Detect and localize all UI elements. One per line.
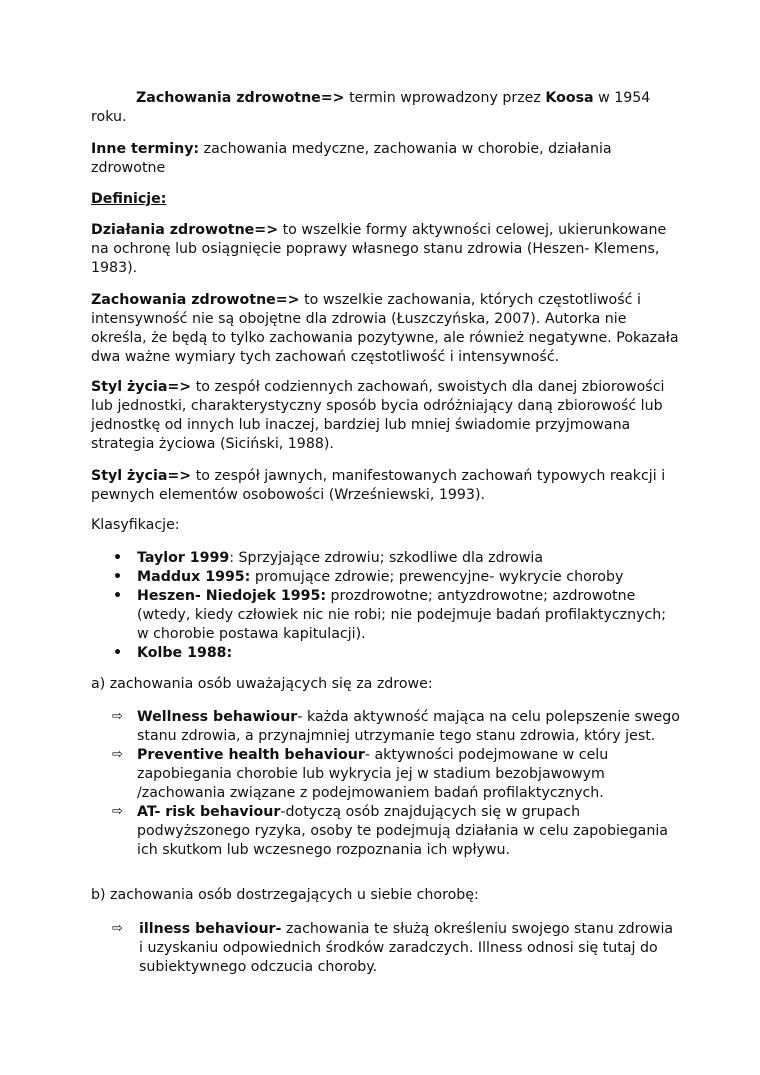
- item-term: illness behaviour-: [139, 921, 282, 937]
- arrow-right-icon: ⇨: [112, 804, 123, 819]
- item-text: -dotyczą osób znajdujących się w grupach podwyższonego ryzyka, osoby te podejmują działania w celu zapobiegania ich skutkom lub wczesnego rozpoznania ich wpływu.: [137, 804, 668, 858]
- definition-paragraph: [91, 467, 681, 505]
- intro-term: Zachowania zdrowotne=>: [136, 90, 345, 106]
- group-b-list: [91, 920, 681, 977]
- definitions-heading-text: Definicje:: [91, 191, 167, 207]
- classification-text: promujące zdrowie; prewencyjne- wykrycie choroby: [250, 569, 624, 585]
- arrow-right-icon: ⇨: [112, 921, 123, 936]
- classification-label: Klasyfikacje:: [91, 517, 180, 533]
- bullet-icon: •: [113, 569, 123, 585]
- definition-term: Styl życia=>: [91, 379, 192, 395]
- list-item: [91, 587, 681, 644]
- classification-term: Taylor 1999: [137, 550, 230, 566]
- bullet-icon: •: [113, 588, 123, 604]
- intro-author: Koosa: [545, 90, 594, 106]
- arrow-right-icon: ⇨: [112, 747, 123, 762]
- definition-term: Zachowania zdrowotne=>: [91, 292, 300, 308]
- item-term: Wellness behawiour: [137, 709, 298, 725]
- definition-text: to zespół codziennych zachowań, swoistych dla danej zbiorowości lub jednostki, charakterystyczny sposób bycia odróżniający daną zbiorowość lub jednostkę od innych lub inaczej, bardziej lub mniej świadomie przyjmowana strategia życiowa (Siciński, 1988).: [91, 379, 665, 452]
- item-text: - każda aktywność mająca na celu polepszenie swego stanu zdrowia, a przynajmniej utrzymanie tego stanu zdrowia, który jest.: [137, 709, 680, 744]
- group-a-heading: a) zachowania osób uważających się za zdrowe:: [91, 676, 433, 692]
- intro-text-end: w 1954 roku.: [91, 90, 651, 125]
- list-item: [91, 920, 681, 977]
- classification-list: [91, 549, 681, 663]
- arrow-right-icon: ⇨: [112, 709, 123, 724]
- definition-text: to wszelkie zachowania, których częstotliwość i intensywność nie są obojętne dla zdrowia (Łuszczyńska, 2007). Autorka nie określa, że będą to tylko zachowania pozytywne, ale również negatywne. Pokazała dwa ważne wymiary tych zachowań częstotliwość i intensywność.: [91, 292, 679, 365]
- definition-paragraph: [91, 378, 681, 454]
- definition-text: to zespół jawnych, manifestowanych zachowań typowych reakcji i pewnych elementów osobowości (Wrześniewski, 1993).: [91, 468, 666, 503]
- item-term: Preventive health behaviour: [137, 747, 365, 763]
- definition-paragraph: [91, 291, 681, 367]
- definition-term: Styl życia=>: [91, 468, 192, 484]
- classification-text: : Sprzyjające zdrowiu; szkodliwe dla zdrowia: [229, 550, 544, 566]
- intro-text: termin wprowadzony przez: [344, 90, 546, 106]
- classification-text: prozdrowotne; antyzdrowotne; azdrowotne (wtedy, kiedy człowiek nic nie robi; nie podejmuje badań profilaktycznych; w chorobie postawa kapitulacji).: [137, 588, 667, 642]
- definition-paragraph: [91, 221, 681, 278]
- classification-term: Kolbe 1988:: [137, 645, 233, 661]
- list-item: [91, 568, 681, 587]
- classification-term: Maddux 1995:: [137, 569, 251, 585]
- item-term: AT- risk behaviour: [137, 804, 281, 820]
- definition-text: to wszelkie formy aktywności celowej, ukierunkowane na ochronę lub osiągnięcie poprawy własnego stanu zdrowia (Heszen- Klemens, 1983).: [91, 222, 667, 276]
- bullet-icon: •: [113, 645, 123, 661]
- list-item: [91, 803, 681, 860]
- definitions-heading: [91, 190, 681, 209]
- other-terms-text: zachowania medyczne, zachowania w chorobie, działania zdrowotne: [91, 141, 612, 176]
- other-terms-label: Inne terminy:: [91, 141, 200, 157]
- item-text: zachowania te służą określeniu swojego stanu zdrowia i uzyskaniu odpowiednich środków zaradczych. Illness odnosi się tutaj do subiektywnego odczucia choroby.: [139, 921, 674, 975]
- group-b-heading: b) zachowania osób dostrzegających u siebie chorobę:: [91, 887, 479, 903]
- definition-term: Działania zdrowotne=>: [91, 222, 279, 238]
- list-item: [91, 746, 681, 803]
- intro-paragraph: [91, 89, 681, 127]
- item-text: - aktywności podejmowane w celu zapobiegania chorobie lub wykrycia jej w stadium bezobjawowym /zachowania związane z podejmowaniem badań profilaktycznych.: [137, 747, 609, 801]
- other-terms-paragraph: [91, 140, 681, 178]
- classification-term: Heszen- Niedojek 1995:: [137, 588, 327, 604]
- group-a-list: [91, 708, 681, 860]
- bullet-icon: •: [113, 550, 123, 566]
- list-item: [91, 644, 681, 663]
- list-item: [91, 549, 681, 568]
- list-item: [91, 708, 681, 746]
